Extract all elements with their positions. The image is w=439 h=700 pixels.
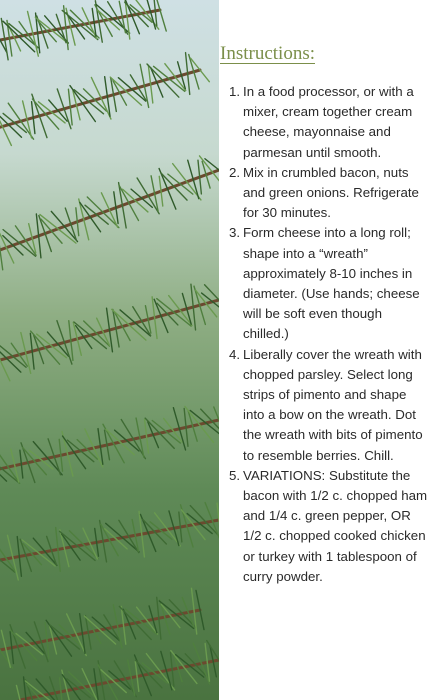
step-text: Mix in crumbled bacon, nuts and green onions. Refrigerate for 30 minutes.	[243, 164, 419, 221]
step-number: 4.	[229, 346, 241, 362]
instruction-step	[229, 223, 429, 344]
step-text: Liberally cover the wreath with chopped parsley. Select long strips of pimento and shape into a bow on the wreath. Dot the wreath with bits of pimento to resemble berries. Chill.	[243, 346, 423, 463]
pine-branches-illustration	[0, 0, 219, 700]
step-text: VARIATIONS: Substitute the bacon with 1/2 c. chopped ham and 1/4 c. green pepper, OR 1/2 c. chopped cooked chicken or turkey with 1 tablespoon of curry powder.	[243, 467, 428, 584]
pine-branches-photo	[0, 0, 219, 700]
step-number: 5.	[229, 467, 241, 483]
instructions-heading: Instructions:	[220, 43, 315, 64]
step-number: 3.	[229, 225, 241, 241]
instruction-step	[229, 163, 429, 224]
instructions-panel	[219, 0, 439, 700]
instructions-list	[229, 82, 429, 587]
instruction-step	[229, 466, 429, 587]
step-text: Form cheese into a long roll; shape into a “wreath” approximately 8-10 inches in diameter. (Use hands; cheese will be soft even though chilled.)	[243, 225, 420, 342]
step-text: In a food processor, or with a mixer, cream together cream cheese, mayonnaise and parmesan until smooth.	[243, 84, 414, 160]
instruction-step	[229, 82, 429, 163]
step-number: 1.	[229, 84, 241, 99]
instruction-step	[229, 345, 429, 466]
step-number: 2.	[229, 164, 241, 180]
